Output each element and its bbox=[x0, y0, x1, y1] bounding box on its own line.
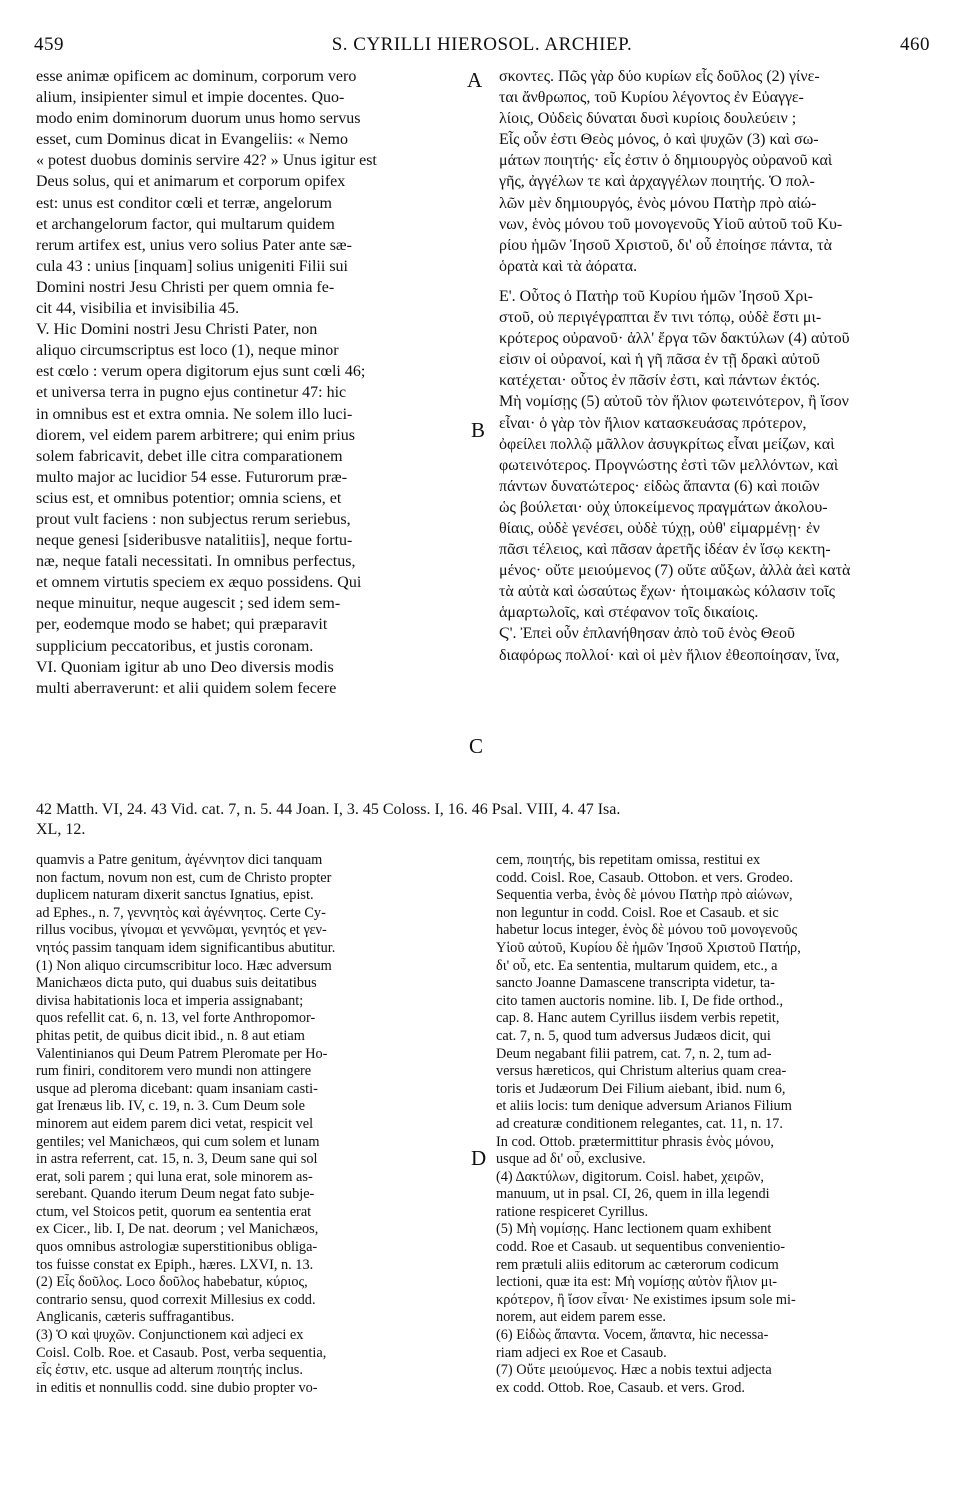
note-line: (7) Οὔτε μειούμενος. Hæc a nobis textui adjecta bbox=[496, 1362, 772, 1379]
text-line: neque minuitur, neque augescit ; sed idem sem- bbox=[36, 595, 341, 613]
text-line: ὀφείλει πολλῷ μᾶλλον ἀσυγκρίτως εἶναι μείζων, καὶ bbox=[499, 435, 835, 453]
text-line: modo enim dominorum duorum unus homo servus bbox=[36, 110, 361, 128]
text-line: ρίου ἡμῶν Ἰησοῦ Χριστοῦ, δι' οὗ ἐποίησε πάντα, τὰ bbox=[499, 236, 832, 254]
note-line: Valentinianos qui Deum Patrem Pleromate per Ho- bbox=[36, 1045, 328, 1062]
text-line: λίοις, Οὐδεὶς δύναται δυσὶ κυρίοις δουλεύειν ; bbox=[499, 110, 797, 128]
note-line: In cod. Ottob. prætermittitur phrasis ἑνὸς μόνου, bbox=[496, 1133, 774, 1150]
note-line: riam adjeci ex Roe et Casaub. bbox=[496, 1344, 667, 1361]
text-line: κρότερος οὐρανοῦ· ἀλλ' ἔργα τῶν δακτύλων (4) αὐτοῦ bbox=[499, 330, 850, 348]
note-line: gentiles; vel Manichæos, qui cum solem et lunam bbox=[36, 1133, 320, 1150]
text-line: σκοντες. Πῶς γὰρ δύο κυρίων εἷς δοῦλος (2) γίνε- bbox=[499, 68, 820, 85]
note-line: (1) Non aliquo circumscribitur loco. Hæc adversum bbox=[36, 957, 332, 974]
note-line: habetur locus integer, ἑνὸς δὲ μόνου τοῦ μονογενοῦς bbox=[496, 922, 798, 939]
text-line: esset, cum Dominus dicat in Evangeliis: « Nemo bbox=[36, 131, 348, 149]
note-line: Manichæos dicta puto, qui duabus suis deitatibus bbox=[36, 975, 317, 992]
text-line: ὁρατὰ καὶ τὰ ἀόρατα. bbox=[499, 257, 638, 275]
note-line: minorem aut eidem parem dici vetat, respicit vel bbox=[36, 1115, 314, 1132]
note-line: ex Cicer., lib. I, De nat. deorum ; vel Manichæos, bbox=[36, 1221, 319, 1238]
text-line: per, eodemque modo se habet; qui præparavit bbox=[36, 616, 328, 634]
note-line: quos refellit cat. 6, n. 13, vel forte Anthropomor- bbox=[36, 1010, 316, 1027]
text-line: ται ἄνθρωπος, τοῦ Κυρίου λέγοντος ἐν Εὐαγγε- bbox=[499, 89, 804, 107]
note-line: quamvis a Patre genitum, ἀγέννητον dici tanquam bbox=[36, 852, 323, 868]
note-line: erat, soli parem ; qui luna erat, sole minorem as- bbox=[36, 1168, 313, 1185]
margin-letter-c: C bbox=[469, 734, 484, 758]
reference-line: XL, 12. bbox=[36, 821, 86, 838]
text-line: est: unus est conditor cœli et terræ, angelorum bbox=[36, 194, 332, 212]
text-line: κατέχεται· οὗτος ἐν πᾶσίν ἐστι, καὶ πάντων ἐκτός. bbox=[499, 372, 821, 390]
section-gap bbox=[499, 277, 931, 286]
text-line: εἶναι· ὁ γὰρ τὸν ἥλιον κατασκευάσας πρότερον, bbox=[499, 414, 807, 432]
note-line: (6) Εἰδὼς ἅπαντα. Vocem, ἅπαντα, hic necessa- bbox=[496, 1327, 769, 1344]
note-line: norem, aut eidem parem esse. bbox=[496, 1309, 666, 1326]
note-line: ratione respiceret Cyrillus. bbox=[496, 1203, 649, 1220]
note-line: et aliis locis: tum denique adversum Arianos Filium bbox=[496, 1098, 792, 1115]
note-line: ex codd. Ottob. Roe, Casaub. et vers. Grod. bbox=[496, 1379, 745, 1396]
note-line: (5) Μὴ νομίσῃς. Hanc lectionem quam exhibent bbox=[496, 1221, 772, 1238]
text-line: γῆς, ἀγγέλων τε καὶ ἀρχαγγέλων ποιητής. Ὁ πολ- bbox=[499, 173, 815, 191]
note-line: cito tamen auctoris nomine. lib. I, De fide orthod., bbox=[496, 992, 784, 1009]
note-line: ad creaturæ conditionem relegantes, cat. 11, n. 17. bbox=[496, 1115, 783, 1132]
text-line: alium, insipienter simul et impie docentes. Quo- bbox=[36, 89, 345, 107]
text-line: næ, neque fatali necessitati. In omnibus perfectus, bbox=[36, 553, 356, 571]
note-line: (4) Δακτύλων, digitorum. Coisl. habet, χειρῶν, bbox=[496, 1168, 764, 1185]
text-line: ἁμαρτωλοῖς, καὶ στέφανον τοῖς δικαίοις. bbox=[499, 604, 759, 622]
text-line: cula 43 : unius [inquam] solius unigeniti Filii sui bbox=[36, 257, 348, 275]
text-line: V. Hic Domini nostri Jesu Christi Pater, non bbox=[36, 321, 318, 339]
note-line: Sequentia verba, ἑνὸς δὲ μόνου Πατὴρ πρὸ αἰώνων, bbox=[496, 887, 793, 904]
note-line: κρότερον, ἢ ἴσον εἶναι· Ne existimes ipsum sole mi- bbox=[496, 1291, 796, 1308]
note-line: tos fuisse constat ex Epiph., hæres. LXVI, n. 13. bbox=[36, 1256, 314, 1273]
text-line: esse animæ opificem ac dominum, corporum vero bbox=[36, 68, 357, 85]
note-line: rillus vocibus, γίνομαι et γεννῶμαι, γενητός et γεν- bbox=[36, 922, 327, 939]
text-line: νων, ἑνὸς μόνου τοῦ μονογενοῦς Υἱοῦ αὐτοῦ τοῦ Κυ- bbox=[499, 215, 843, 233]
text-line: scius est, et omnibus potentior; omnia sciens, et bbox=[36, 489, 342, 507]
margin-letter-a: A bbox=[467, 68, 483, 92]
text-line: μένος· οὔτε μειούμενος (7) οὔτε αὔξων, ἀλλὰ ἀεὶ κατὰ bbox=[499, 562, 851, 580]
note-line: quos omnibus astrologiæ superstitionibus obliga- bbox=[36, 1239, 318, 1256]
text-line: rerum artifex est, unius vero solius Pater ante sæ- bbox=[36, 236, 352, 254]
latin-text-column bbox=[36, 66, 464, 699]
note-line: (3) Ὁ καὶ ψυχῶν. Conjunctionem καὶ adjeci ex bbox=[36, 1327, 304, 1344]
reference-line: 42 Matth. VI, 24. 43 Vid. cat. 7, n. 5. 44 Joan. I, 3. 45 Coloss. I, 16. 46 Psal. VIII, 4. 47 Isa. bbox=[36, 801, 621, 818]
note-line: δι' οὗ, etc. Ea sententia, multarum quidem, etc., a bbox=[496, 957, 778, 974]
text-line: Μὴ νομίσῃς (5) αὐτοῦ τὸν ἥλιον φωτεινότερον, ἢ ἴσον bbox=[499, 393, 849, 411]
text-line: et archangelorum factor, qui multarum quidem bbox=[36, 215, 335, 233]
text-line: multi aberraverunt: et alii quidem solem fecere bbox=[36, 679, 337, 697]
note-line: duplicem naturam dixerit sanctus Ignatius, epist. bbox=[36, 887, 314, 904]
notes-left-column bbox=[36, 852, 468, 1397]
margin-letter-d: D bbox=[471, 1146, 487, 1170]
text-line: Ϛ'. Ἐπεὶ οὖν ἐπλανήθησαν ἀπὸ τοῦ ἑνὸς Θεοῦ bbox=[499, 625, 795, 643]
note-line: in editis et nonnullis codd. sine dubio propter vo- bbox=[36, 1379, 318, 1396]
note-line: non factum, novum non est, cum de Christo propter bbox=[36, 869, 332, 886]
note-line: Deum negabant filii patrem, cat. 7, n. 2, tum ad- bbox=[496, 1045, 772, 1062]
text-line: et omnem virtutis speciem ex æquo possidens. Qui bbox=[36, 574, 362, 592]
text-line: διαφόρως πολλοί· καὶ οἱ μὲν ἥλιον ἐθεοποίησαν, ἵνα, bbox=[499, 646, 840, 664]
running-title: S. CYRILLI HIEROSOL. ARCHIEP. bbox=[331, 34, 633, 55]
note-line: non leguntur in codd. Coisl. Roe et Casaub. et sic bbox=[496, 904, 779, 921]
text-line: στοῦ, οὐ περιγέγραπται ἔν τινι τόπῳ, οὐδὲ ἔστι μι- bbox=[499, 309, 822, 327]
note-line: serebant. Quando iterum Deum negat fato subje- bbox=[36, 1186, 315, 1203]
note-line: cap. 8. Hanc autem Cyrillus iisdem verbis repetit, bbox=[496, 1010, 780, 1027]
note-line: ad Ephes., n. 7, γεννητὸς καὶ ἀγέννητος. Certe Cy- bbox=[36, 904, 326, 921]
note-line: νητός passim tanquam idem significantibus abutitur. bbox=[36, 939, 336, 956]
text-line: et universa terra in pugno ejus continetur 47: hic bbox=[36, 384, 347, 402]
note-line: manuum, ut in psal. CI, 26, quem in illa legendi bbox=[496, 1186, 770, 1203]
notes-right-column bbox=[496, 852, 934, 1397]
page-number-left: 459 bbox=[34, 34, 64, 55]
note-line: usque ad δι' οὗ, exclusive. bbox=[496, 1151, 646, 1168]
text-line: Deus solus, qui et animarum et corporum opifex bbox=[36, 173, 346, 191]
text-line: in omnibus est et extra omnia. Ne solem illo luci- bbox=[36, 405, 353, 423]
page-header bbox=[34, 34, 930, 60]
note-line: Υἱοῦ αὐτοῦ, Κυρίου δὲ ἡμῶν Ἰησοῦ Χριστοῦ Πατήρ, bbox=[496, 939, 801, 956]
text-line: ὡς βούλεται· οὐχ ὑποκείμενος πραγμάτων ἀκολου- bbox=[499, 498, 828, 516]
note-line: rum finiri, conditorem vero mundi non attingere bbox=[36, 1063, 312, 1080]
text-line: VI. Quoniam igitur ab uno Deo diversis modis bbox=[36, 658, 334, 676]
text-line: « potest duobus dominis servire 42? » Unus igitur est bbox=[36, 152, 377, 170]
text-line: prout vult faciens : non subjectus rerum seriebus, bbox=[36, 510, 351, 528]
text-line: πάντων δυνατώτερος· εἰδὼς ἅπαντα (6) καὶ ποιῶν bbox=[499, 477, 820, 495]
note-line: Anglicanis, cæteris suffragantibus. bbox=[36, 1309, 235, 1326]
text-line: solem fabricavit, debet ille citra comparationem bbox=[36, 447, 343, 465]
text-line: φωτεινότερος. Προγνώστης ἐστὶ τῶν μελλόντων, καὶ bbox=[499, 456, 839, 474]
note-line: lectioni, quæ ita est: Μὴ νομίσῃς αὐτὸν ἥλιον μι- bbox=[496, 1274, 778, 1291]
note-line: rem prætuli aliis editorum ac cæterorum codicum bbox=[496, 1256, 779, 1273]
text-line: θίαις, οὐδὲ γενέσει, οὐδὲ τύχῃ, οὐθ' εἱμαρμένῃ· ἐν bbox=[499, 519, 820, 537]
text-line: supplicium peccatoribus, et justis coronam. bbox=[36, 637, 314, 655]
scripture-references bbox=[36, 800, 930, 840]
note-line: divisa habitationis loca et imperia assignabant; bbox=[36, 992, 304, 1009]
note-line: in astra referrent, cat. 15, n. 3, Deum sane qui sol bbox=[36, 1151, 318, 1168]
margin-letter-b: B bbox=[471, 418, 486, 442]
note-line: cem, ποιητής, bis repetitam omissa, restitui ex bbox=[496, 852, 761, 868]
text-line: Εἷς οὖν ἐστι Θεὸς μόνος, ὁ καὶ ψυχῶν (3) καὶ σω- bbox=[499, 131, 819, 149]
note-line: toris et Judæorum Dei Filium aiebant, ibid. num 6, bbox=[496, 1080, 786, 1097]
greek-text-column bbox=[499, 66, 931, 666]
note-line: sancto Joanne Damascene transcripta videtur, ta- bbox=[496, 975, 775, 992]
text-line: neque genesi [sideribusve natalitiis], neque fortu- bbox=[36, 532, 353, 550]
text-line: diorem, vel eidem parem arbitrere; qui enim prius bbox=[36, 426, 355, 444]
note-line: ctum, vel Stoicos petit, quorum ea sententia erat bbox=[36, 1203, 312, 1220]
note-line: usque ad pleroma dicebant: quam insaniam casti- bbox=[36, 1080, 318, 1097]
text-line: εἰσιν οἱ οὐρανοί, καὶ ἡ γῆ πᾶσα ἐν τῇ δρακὶ αὐτοῦ bbox=[499, 351, 820, 369]
note-line: phitas petit, de quibus dicit ibid., n. 8 aut etiam bbox=[36, 1027, 305, 1044]
text-line: aliquo circumscriptus est loco (1), neque minor bbox=[36, 342, 339, 360]
note-line: gat Irenæus lib. IV, c. 19, n. 3. Cum Deum sole bbox=[36, 1098, 305, 1115]
text-line: λῶν μὲν δημιουργός, ἑνὸς μόνου Πατὴρ πρὸ αἰώ- bbox=[499, 194, 817, 212]
text-line: πᾶσι τέλειος, καὶ πᾶσαν ἀρετῆς ἰδέαν ἐν ἴσῳ κεκτη- bbox=[499, 541, 831, 559]
note-line: Coisl. Colb. Roe. et Casaub. Post, verba sequentia, bbox=[36, 1344, 327, 1361]
page-number-right: 460 bbox=[900, 34, 930, 55]
note-line: codd. Coisl. Roe, Casaub. Ottobon. et vers. Grodeo. bbox=[496, 869, 794, 886]
text-line: est cœlo : verum opera digitorum ejus sunt cœli 46; bbox=[36, 363, 366, 381]
note-line: codd. Roe et Casaub. ut sequentibus convenientio- bbox=[496, 1239, 786, 1256]
note-line: contrario sensu, quod correxit Millesius ex codd. bbox=[36, 1291, 316, 1308]
text-line: τὰ αὐτὰ καὶ ὡσαύτως ἔχων· ἡτοιμακὼς κόλασιν τοῖς bbox=[499, 583, 835, 601]
note-line: versus hæreticos, qui Christum alterius quam crea- bbox=[496, 1063, 787, 1080]
text-line: Ε'. Οὗτος ὁ Πατὴρ τοῦ Κυρίου ἡμῶν Ἰησοῦ Χρι- bbox=[499, 287, 813, 305]
note-line: εἷς ἐστιν, etc. usque ad alterum ποιητής inclus. bbox=[36, 1362, 303, 1379]
text-line: cit 44, visibilia et invisibilia 45. bbox=[36, 300, 240, 318]
text-line: multo major ac lucidior 54 esse. Futurorum præ- bbox=[36, 468, 348, 486]
text-line: Domini nostri Jesu Christi per quem omnia fe- bbox=[36, 278, 335, 296]
text-line: μάτων ποιητής· εἷς ἐστιν ὁ δημιουργὸς οὐρανοῦ καὶ bbox=[499, 152, 833, 170]
note-line: cat. 7, n. 5, quod tum adversus Judæos dicit, qui bbox=[496, 1027, 771, 1044]
note-line: (2) Εἷς δοῦλος. Loco δοῦλος habebatur, κύριος, bbox=[36, 1274, 308, 1291]
